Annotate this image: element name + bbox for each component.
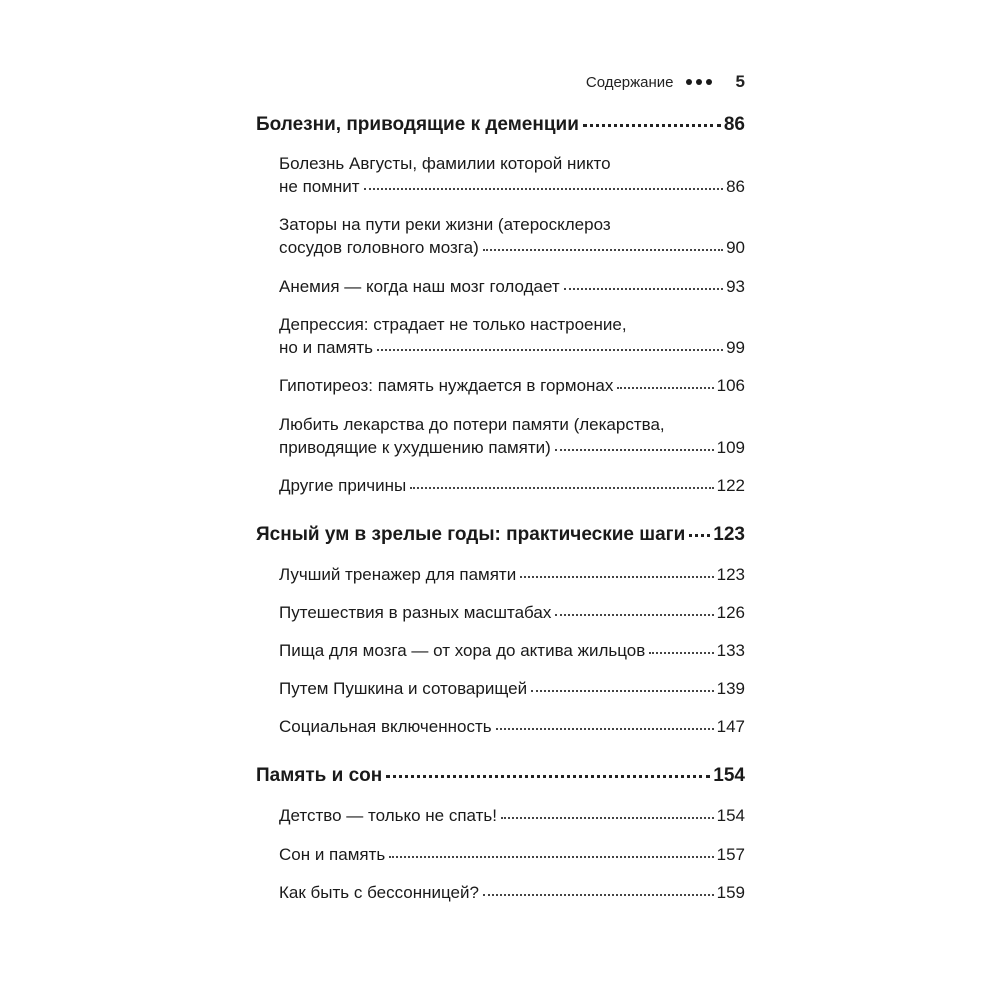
- dot-leader: [520, 576, 713, 578]
- dot-leader: [483, 249, 723, 251]
- dot-leader: [564, 288, 723, 290]
- entry-first-line: Любить лекарства до потери памяти (лекарства,: [279, 415, 665, 434]
- dot-leader: [496, 728, 714, 730]
- entry-title: Путем Пушкина и сотоварищей: [279, 679, 528, 698]
- entry-page: 123: [716, 565, 745, 584]
- toc-entry[interactable]: [279, 806, 745, 826]
- toc-chapter[interactable]: [256, 524, 745, 546]
- toc-entry[interactable]: [279, 476, 745, 496]
- toc-entry[interactable]: [279, 883, 745, 903]
- dot-leader: [555, 614, 713, 616]
- toc-entry[interactable]: [279, 238, 745, 258]
- chapter-page: 123: [713, 524, 745, 545]
- dot-leader: [389, 856, 713, 858]
- page-number: 5: [735, 72, 745, 91]
- entry-title: Анемия — когда наш мозг голодает: [279, 277, 560, 296]
- dot-leader: [501, 817, 714, 819]
- entry-title: Социальная включенность: [279, 717, 492, 736]
- entry-page: 133: [716, 641, 745, 660]
- entry-title: Путешествия в разных масштабах: [279, 603, 552, 622]
- entry-page: 147: [716, 717, 745, 736]
- dot-leader: [377, 349, 723, 351]
- entry-title: сосудов головного мозга): [279, 238, 479, 257]
- chapter-title: Ясный ум в зрелые годы: практические шаги: [256, 524, 686, 545]
- entry-title: приводящие к ухудшению памяти): [279, 438, 551, 457]
- entry-title: Пища для мозга — от хора до актива жильцов: [279, 641, 646, 660]
- entry-page: 159: [716, 883, 745, 902]
- entry-title: Другие причины: [279, 476, 407, 495]
- entry-page: 157: [716, 845, 745, 864]
- toc-entry[interactable]: [279, 717, 745, 737]
- chapter-title: Болезни, приводящие к деменции: [256, 114, 579, 135]
- entry-page: 93: [726, 277, 745, 296]
- entry-first-line: Депрессия: страдает не только настроение,: [279, 315, 627, 334]
- dot-leader: [689, 534, 710, 537]
- entry-title: Как быть с бессонницей?: [279, 883, 479, 902]
- dot-leader: [617, 387, 713, 389]
- entry-first-line: Болезнь Августы, фамилии которой никто: [279, 154, 611, 173]
- section-name: Содержание: [585, 73, 674, 91]
- entry-page: 154: [716, 806, 745, 825]
- dot-leader: [555, 449, 714, 451]
- entry-page: 139: [716, 679, 745, 698]
- entry-page: 122: [716, 476, 745, 495]
- dots-ornament: [686, 79, 712, 85]
- entry-first-line: Заторы на пути реки жизни (атеросклероз: [279, 215, 611, 234]
- toc-chapter[interactable]: [256, 114, 745, 136]
- entry-title: Сон и память: [279, 845, 386, 864]
- dot-leader: [386, 775, 710, 778]
- chapter-title: Память и сон: [256, 765, 383, 786]
- toc-entry[interactable]: [279, 277, 745, 297]
- toc-entry[interactable]: [279, 438, 745, 458]
- entry-page: 90: [726, 238, 745, 257]
- dot-leader: [364, 188, 723, 190]
- toc-entry[interactable]: [279, 338, 745, 358]
- entry-page: 99: [726, 338, 745, 357]
- dot-leader: [649, 652, 713, 654]
- entry-title: но и память: [279, 338, 373, 357]
- entry-page: 109: [716, 438, 745, 457]
- dot-icon: [706, 79, 712, 85]
- running-header: [256, 72, 745, 92]
- dot-leader: [531, 690, 714, 692]
- dot-leader: [583, 124, 721, 127]
- toc-entry[interactable]: [279, 177, 745, 197]
- dot-icon: [686, 79, 692, 85]
- entry-title: Лучший тренажер для памяти: [279, 565, 517, 584]
- entry-page: 126: [716, 603, 745, 622]
- entry-title: Гипотиреоз: память нуждается в гормонах: [279, 376, 614, 395]
- dot-leader: [483, 894, 714, 896]
- toc-chapter[interactable]: [256, 765, 745, 787]
- toc-entry[interactable]: [279, 565, 745, 585]
- dot-icon: [696, 79, 702, 85]
- toc-entry[interactable]: [279, 679, 745, 699]
- chapter-page: 86: [723, 114, 745, 135]
- toc-entry[interactable]: [279, 376, 745, 396]
- entry-title: не помнит: [279, 177, 360, 196]
- chapter-page: 154: [713, 765, 745, 786]
- dot-leader: [410, 487, 713, 489]
- entry-title: Детство — только не спать!: [279, 806, 498, 825]
- toc-entry[interactable]: [279, 641, 745, 661]
- toc-entry[interactable]: [279, 845, 745, 865]
- entry-page: 106: [716, 376, 745, 395]
- toc-entry[interactable]: [279, 603, 745, 623]
- entry-page: 86: [726, 177, 745, 196]
